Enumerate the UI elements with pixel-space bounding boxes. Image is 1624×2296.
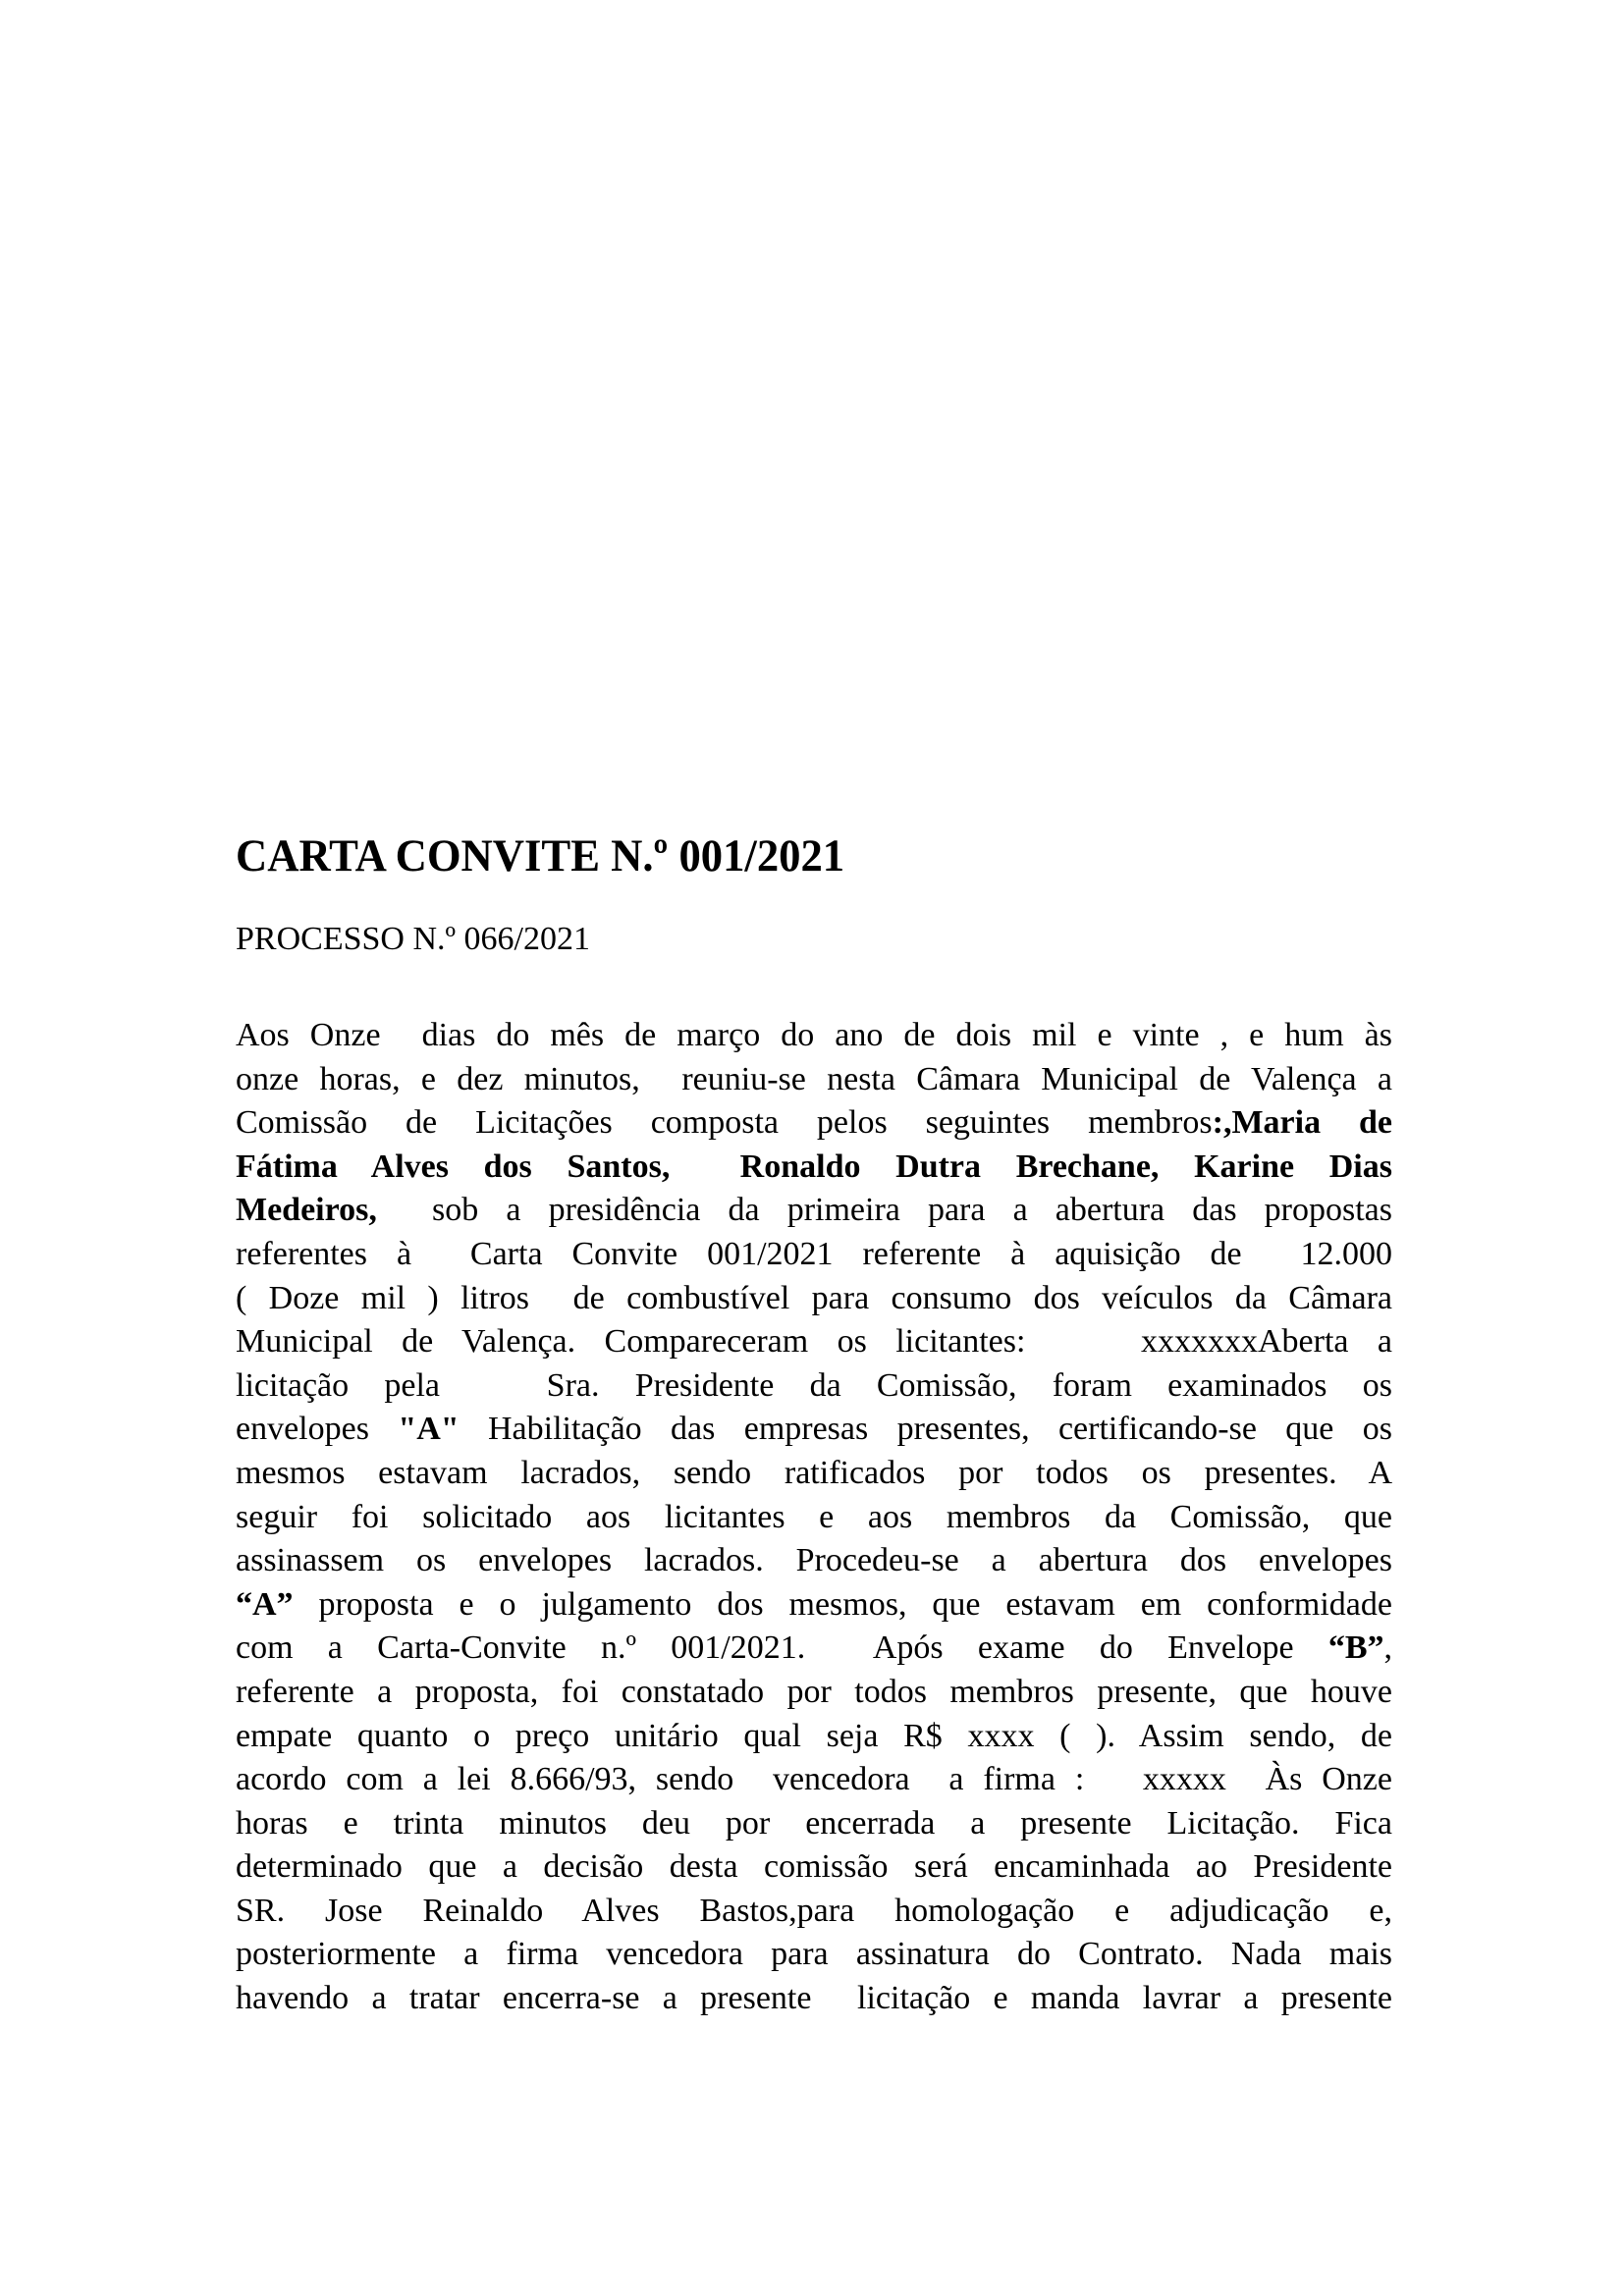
text-run: envelopes bbox=[236, 1411, 399, 1448]
paragraph-line bbox=[236, 1146, 1392, 1190]
paragraph-line bbox=[236, 1408, 1392, 1452]
paragraph-line bbox=[236, 1233, 1392, 1277]
text-run: Aos Onze dias do mês de março do ano de dois mil e vinte , e hum às bbox=[236, 1017, 1392, 1053]
paragraph-line bbox=[236, 1802, 1392, 1846]
paragraph-line bbox=[236, 1977, 1392, 2021]
text-run: empate quanto o preço unitário qual seja R$ xxxx ( ). Assim sendo, de bbox=[236, 1717, 1392, 1754]
text-run: sob a presidência da primeira para a abertura das propostas bbox=[376, 1192, 1392, 1229]
bold-text-run: :,Maria de bbox=[1212, 1104, 1392, 1142]
paragraph-line bbox=[236, 1058, 1392, 1102]
paragraph-line bbox=[236, 1845, 1392, 1890]
text-run: referente a proposta, foi constatado por todos membros presente, que houve bbox=[236, 1673, 1392, 1710]
text-run: horas e trinta minutos deu por encerrada a presente Licitação. Fica bbox=[236, 1804, 1392, 1842]
text-run: , bbox=[1383, 1629, 1392, 1667]
text-run: Habilitação das empresas presentes, certificando-se que os bbox=[459, 1411, 1392, 1448]
text-run: mesmos estavam lacrados, sendo ratificados por todos os presentes. A bbox=[236, 1454, 1392, 1491]
paragraph-line bbox=[236, 1452, 1392, 1496]
text-run: seguir foi solicitado aos licitantes e aos membros da Comissão, que bbox=[236, 1498, 1392, 1535]
text-run: onze horas, e dez minutos, reuniu-se nesta Câmara Municipal de Valença a bbox=[236, 1060, 1392, 1097]
text-run: SR. Jose Reinaldo Alves Bastos,para homologação e adjudicação e, bbox=[236, 1892, 1392, 1929]
paragraph-line bbox=[236, 1583, 1392, 1628]
text-run: licitação pela Sra. Presidente da Comissão, foram examinados os bbox=[236, 1366, 1392, 1404]
text-run: determinado que a decisão desta comissão será encaminhada ao Presidente bbox=[236, 1848, 1392, 1886]
text-run: proposta e o julgamento dos mesmos, que estavam em conformidade bbox=[293, 1585, 1392, 1623]
paragraph-line bbox=[236, 1933, 1392, 1977]
text-run: Comissão de Licitações composta pelos seguintes membros bbox=[236, 1104, 1213, 1142]
process-number: PROCESSO N.º 066/2021 bbox=[236, 921, 591, 957]
paragraph-line bbox=[236, 1539, 1392, 1583]
paragraph-line bbox=[236, 1101, 1392, 1146]
bold-text-run: “B” bbox=[1327, 1629, 1384, 1667]
text-run: referentes à Carta Convite 001/2021 referente à aquisição de 12.000 bbox=[236, 1235, 1392, 1272]
text-run: havendo a tratar encerra-se a presente licitação e manda lavrar a presente bbox=[236, 1980, 1392, 2017]
paragraph-line bbox=[236, 1496, 1392, 1540]
document-title: CARTA CONVITE N.º 001/2021 bbox=[236, 830, 845, 881]
paragraph-line bbox=[236, 1758, 1392, 1802]
text-run: ( Doze mil ) litros de combustível para consumo dos veículos da Câmara bbox=[236, 1279, 1392, 1316]
paragraph-line bbox=[236, 1277, 1392, 1321]
bold-text-run: Fátima Alves dos Santos, Ronaldo Dutra Brechane, Karine Dias bbox=[236, 1148, 1392, 1185]
paragraph-line bbox=[236, 1320, 1392, 1364]
body-paragraph bbox=[236, 1014, 1392, 2021]
paragraph-line bbox=[236, 1364, 1392, 1409]
text-run: assinassem os envelopes lacrados. Procedeu-se a abertura dos envelopes bbox=[236, 1542, 1392, 1579]
bold-text-run: “A” bbox=[236, 1585, 294, 1623]
text-run: acordo com a lei 8.666/93, sendo vencedora a firma : xxxxx Às Onze bbox=[236, 1761, 1392, 1798]
paragraph-line bbox=[236, 1671, 1392, 1715]
bold-text-run: Medeiros, bbox=[236, 1192, 377, 1229]
text-run: com a Carta-Convite n.º 001/2021. Após exame do Envelope bbox=[236, 1629, 1328, 1667]
paragraph-line bbox=[236, 1014, 1392, 1058]
paragraph-line bbox=[236, 1890, 1392, 1934]
paragraph-line bbox=[236, 1627, 1392, 1671]
text-run: posteriormente a firma vencedora para assinatura do Contrato. Nada mais bbox=[236, 1936, 1392, 1973]
paragraph-line bbox=[236, 1715, 1392, 1759]
bold-text-run: "A" bbox=[398, 1411, 460, 1448]
text-run: Municipal de Valença. Compareceram os licitantes: xxxxxxxAberta a bbox=[236, 1323, 1392, 1361]
paragraph-line bbox=[236, 1189, 1392, 1233]
